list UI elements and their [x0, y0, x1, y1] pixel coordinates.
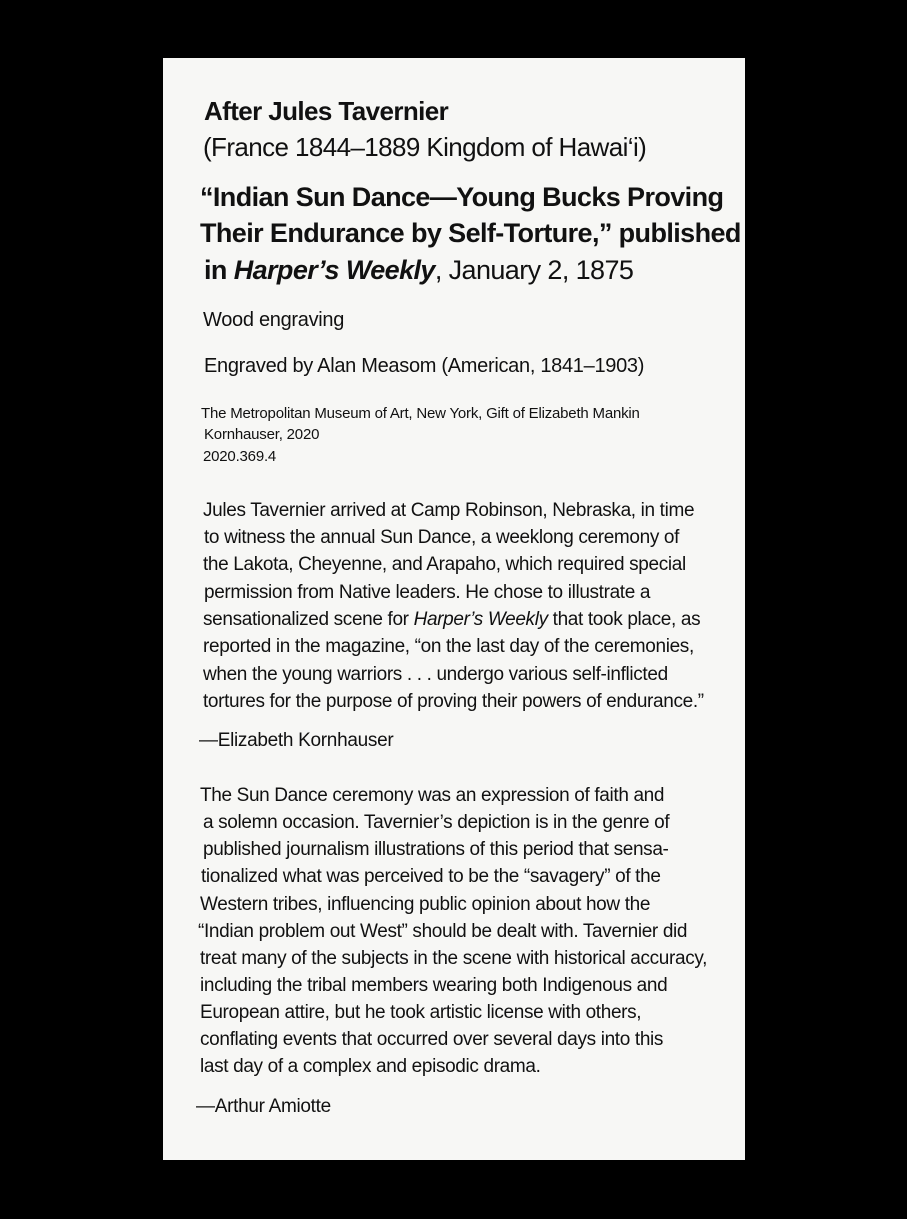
credit-line-1: The Metropolitan Museum of Art, New York, Gift of Elizabeth Mankin — [201, 405, 640, 422]
publication-date: , January 2, 1875 — [434, 255, 634, 285]
medium: Wood engraving — [203, 309, 345, 331]
paragraph-1-line: to witness the annual Sun Dance, a weeklong ceremony of — [204, 527, 680, 548]
paragraph-1-line: when the young warriors . . . undergo various self-inflicted — [203, 664, 668, 685]
wall-label-card — [163, 58, 745, 1160]
paragraph-1-line: reported in the magazine, “on the last day of the ceremonies, — [203, 636, 694, 657]
paragraph-1-line: the Lakota, Cheyenne, and Arapaho, which required special — [203, 554, 686, 575]
title-in: in — [204, 255, 234, 285]
paragraph-1-text: that took place, as — [547, 609, 701, 630]
artist-name: After Jules Tavernier — [204, 96, 449, 126]
artist-dates: (France 1844–1889 Kingdom of Hawai‘i) — [203, 132, 647, 162]
paragraph-1-line: Jules Tavernier arrived at Camp Robinson, Nebraska, in time — [203, 500, 695, 521]
paragraph-2-line: Western tribes, influencing public opinion about how the — [200, 894, 651, 915]
paragraph-2-line: tionalized what was perceived to be the “savagery” of the — [201, 866, 661, 887]
paragraph-1-line: tortures for the purpose of proving their powers of endurance.” — [203, 691, 704, 712]
publication-name-inline: Harper’s Weekly — [413, 609, 548, 630]
paragraph-2-line: published journalism illustrations of this period that sensa- — [203, 839, 669, 860]
accession-number: 2020.369.4 — [203, 448, 277, 465]
paragraph-2-line: The Sun Dance ceremony was an expression of faith and — [200, 785, 665, 806]
paragraph-2-line: including the tribal members wearing both Indigenous and — [200, 975, 668, 996]
attribution-amiotte: —Arthur Amiotte — [196, 1096, 331, 1117]
paragraph-2-line: last day of a complex and episodic drama. — [200, 1056, 541, 1077]
paragraph-2-line: treat many of the subjects in the scene with historical accuracy, — [200, 948, 708, 969]
publication-name: Harper’s Weekly — [233, 255, 435, 285]
paragraph-1-line — [203, 609, 700, 631]
engraver-credit: Engraved by Alan Measom (American, 1841–1903) — [204, 355, 645, 377]
paragraph-1-text: sensationalized scene for — [203, 609, 414, 630]
artwork-title-line-1: “Indian Sun Dance—Young Bucks Proving — [200, 182, 724, 212]
artwork-title-line-3 — [204, 255, 633, 286]
paragraph-2-line: conflating events that occurred over several days into this — [200, 1029, 664, 1050]
artwork-title-line-2: Their Endurance by Self-Torture,” published — [200, 218, 741, 248]
credit-line-2: Kornhauser, 2020 — [204, 426, 320, 443]
paragraph-1-line: permission from Native leaders. He chose to illustrate a — [204, 582, 651, 603]
paragraph-2-line: “Indian problem out West” should be dealt with. Tavernier did — [198, 921, 688, 942]
attribution-kornhauser: —Elizabeth Kornhauser — [199, 730, 394, 751]
paragraph-2-line: European attire, but he took artistic license with others, — [200, 1002, 642, 1023]
paragraph-2-line: a solemn occasion. Tavernier’s depiction is in the genre of — [203, 812, 670, 833]
